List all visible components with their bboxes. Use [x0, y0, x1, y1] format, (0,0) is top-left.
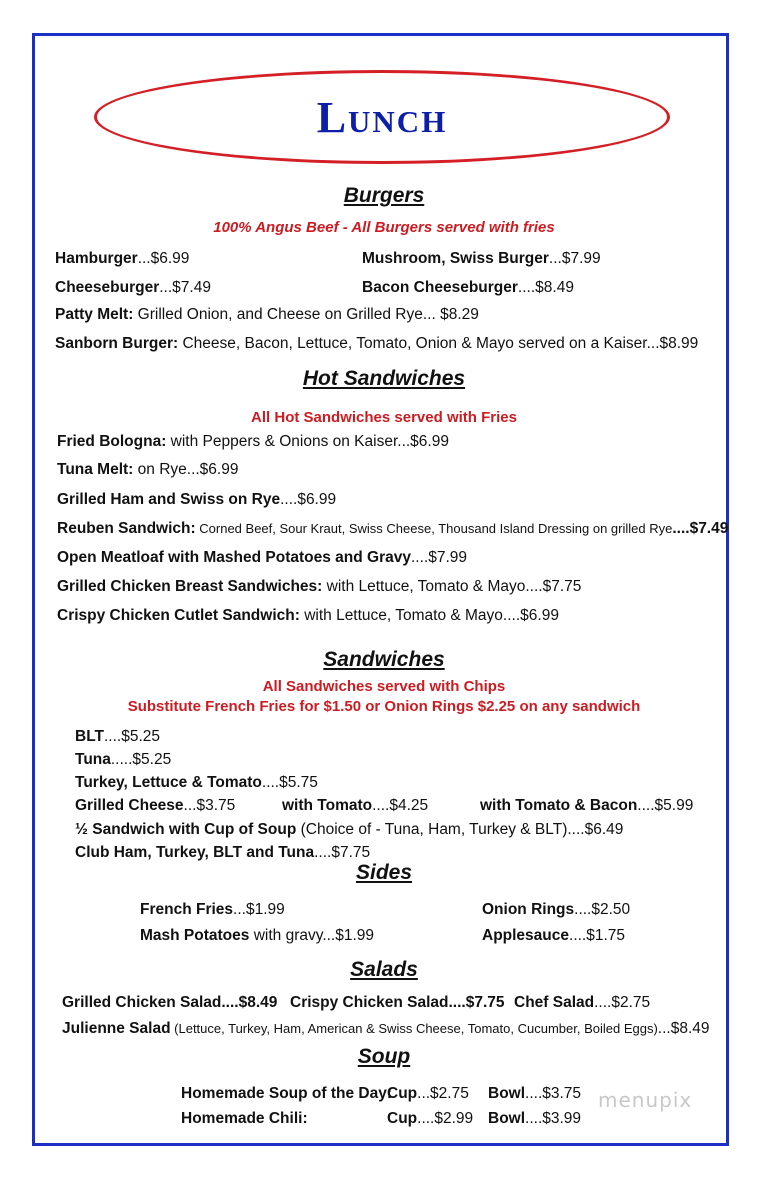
menu-item-chef-salad: Chef Salad....$2.75 — [514, 994, 651, 1011]
sandwiches-heading: Sandwiches — [323, 648, 445, 671]
menu-item-julienne-salad: Julienne Salad (Lettuce, Turkey, Ham, American & Swiss Cheese, Tomato, Cucumber, Boiled Eggs)...$8.49 — [62, 1020, 710, 1037]
soup-of-day-bowl: Bowl....$3.75 — [488, 1085, 582, 1102]
hot-sandwiches-note: All Hot Sandwiches served with Fries — [251, 409, 517, 426]
menu-item-turkey-lettuce-tomato: Turkey, Lettuce & Tomato....$5.75 — [75, 774, 318, 791]
menu-item-tuna: Tuna.....$5.25 — [75, 751, 172, 768]
burgers-note: 100% Angus Beef - All Burgers served with fries — [213, 219, 555, 236]
menu-item-grilled-cheese-tomato: with Tomato....$4.25 — [282, 797, 429, 814]
menu-item-crispy-chicken-cutlet: Crispy Chicken Cutlet Sandwich: with Lettuce, Tomato & Mayo....$6.99 — [57, 607, 559, 624]
menu-item-applesauce: Applesauce....$1.75 — [482, 927, 626, 944]
soup-of-day-cup: Cup...$2.75 — [387, 1085, 469, 1102]
menu-item-tuna-melt: Tuna Melt: on Rye...$6.99 — [57, 461, 239, 478]
menu-item-sanborn-burger: Sanborn Burger: Cheese, Bacon, Lettuce, Tomato, Onion & Mayo served on a Kaiser...$8.99 — [55, 335, 699, 352]
soup-heading: Soup — [357, 1045, 411, 1068]
menu-item-grilled-chicken-salad: Grilled Chicken Salad....$8.49 — [62, 994, 278, 1011]
salads-heading: Salads — [350, 958, 418, 981]
chili-bowl: Bowl....$3.99 — [488, 1110, 582, 1127]
hot-sandwiches-heading: Hot Sandwiches — [302, 367, 466, 390]
menu-item-fried-bologna: Fried Bologna: with Peppers & Onions on Kaiser...$6.99 — [57, 433, 449, 450]
menu-item-patty-melt: Patty Melt: Grilled Onion, and Cheese on Grilled Rye... $8.29 — [55, 306, 479, 323]
menu-item-grilled-cheese-tomato-bacon: with Tomato & Bacon....$5.99 — [480, 797, 694, 814]
burgers-heading: Burgers — [343, 184, 425, 207]
page-title: Lunch — [316, 92, 448, 142]
menu-item-club: Club Ham, Turkey, BLT and Tuna....$7.75 — [75, 844, 371, 861]
menu-item-reuben-sandwich: Reuben Sandwich: Corned Beef, Sour Kraut, Swiss Cheese, Thousand Island Dressing on grilled Rye....$7.49 — [57, 520, 729, 537]
menu-item-grilled-ham-swiss: Grilled Ham and Swiss on Rye....$6.99 — [57, 491, 337, 508]
chili-cup: Cup....$2.99 — [387, 1110, 474, 1127]
sides-heading: Sides — [355, 861, 413, 884]
menu-item-onion-rings: Onion Rings....$2.50 — [482, 901, 631, 918]
menu-item-half-sandwich-soup: ½ Sandwich with Cup of Soup (Choice of - Tuna, Ham, Turkey & BLT)....$6.49 — [75, 821, 624, 838]
menu-item-grilled-chicken-breast: Grilled Chicken Breast Sandwiches: with Lettuce, Tomato & Mayo....$7.75 — [57, 578, 582, 595]
menu-item-mushroom-swiss-burger: Mushroom, Swiss Burger...$7.99 — [362, 250, 601, 267]
menu-item-open-meatloaf: Open Meatloaf with Mashed Potatoes and Gravy....$7.99 — [57, 549, 468, 566]
menu-item-crispy-chicken-salad: Crispy Chicken Salad....$7.75 — [290, 994, 505, 1011]
sandwiches-note-chips: All Sandwiches served with Chips — [262, 678, 506, 695]
watermark: menupix — [598, 1088, 693, 1112]
sandwiches-note-substitute: Substitute French Fries for $1.50 or Onion Rings $2.25 on any sandwich — [127, 698, 641, 715]
menu-item-chili: Homemade Chili: — [181, 1110, 308, 1127]
menu-item-mash-potatoes: Mash Potatoes with gravy...$1.99 — [140, 927, 375, 944]
menu-item-grilled-cheese: Grilled Cheese...$3.75 — [75, 797, 236, 814]
menu-item-hamburger: Hamburger...$6.99 — [55, 250, 190, 267]
menu-item-bacon-cheeseburger: Bacon Cheeseburger....$8.49 — [362, 279, 574, 296]
menu-item-cheeseburger: Cheeseburger...$7.49 — [55, 279, 211, 296]
menu-item-blt: BLT....$5.25 — [75, 728, 160, 745]
menu-item-french-fries: French Fries...$1.99 — [140, 901, 285, 918]
menu-item-soup-of-day: Homemade Soup of the Day: — [181, 1085, 392, 1102]
